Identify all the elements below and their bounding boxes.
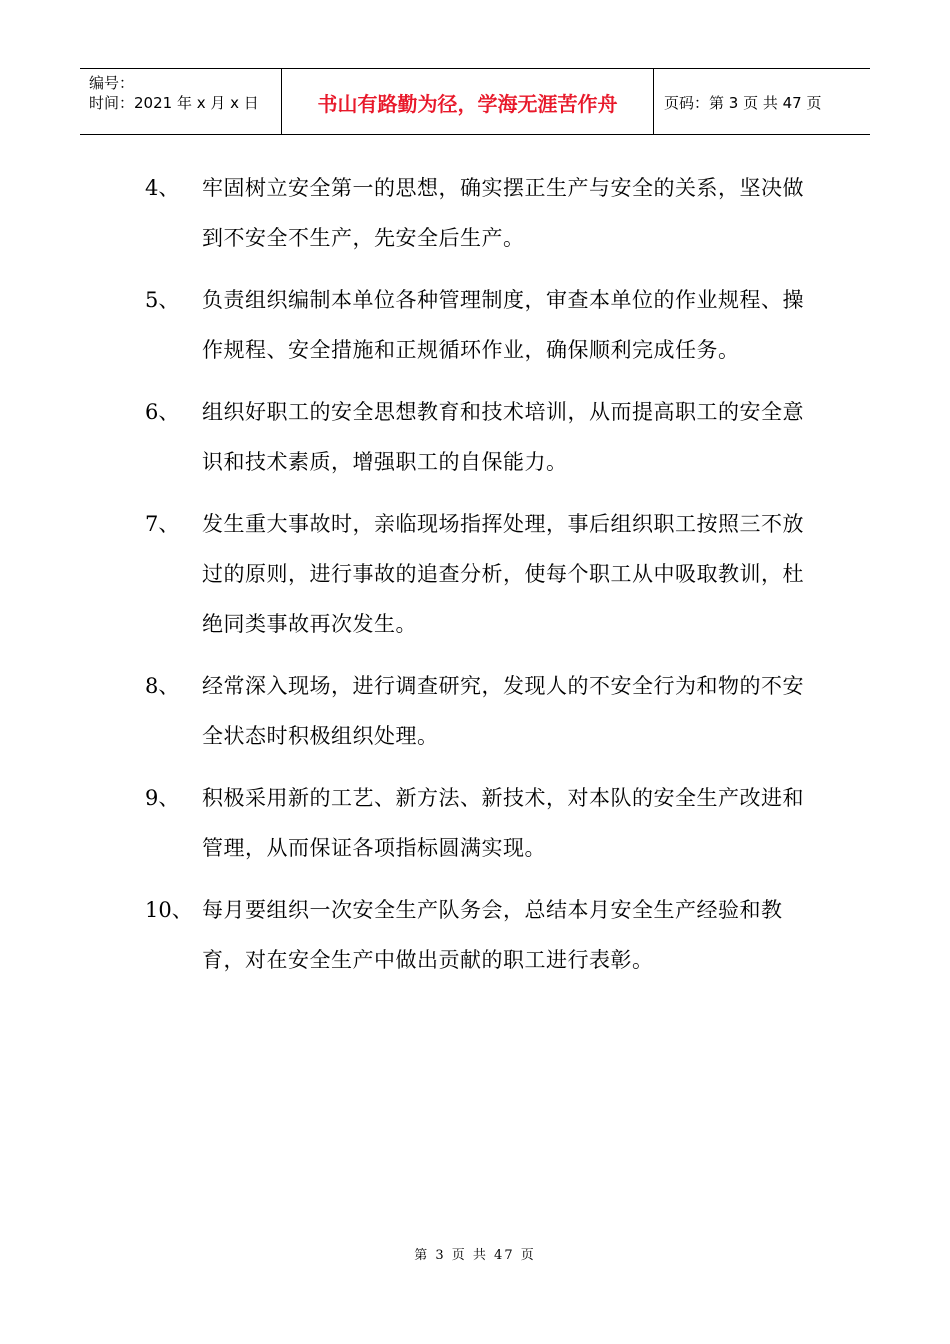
item-number: 4、 (145, 176, 180, 200)
list-item (145, 499, 825, 649)
item-number: 6、 (145, 400, 180, 424)
page-footer: 第 3 页 共 47 页 (414, 1248, 536, 1263)
document-date: 时间：2021 年 x 月 x 日 (89, 94, 259, 112)
item-text: 经常深入现场，进行调查研究，发现人的不安全行为和物的不安全状态时积极组织处理。 (202, 674, 804, 748)
header-page-info: 页码：第 3 页 共 47 页 (664, 94, 822, 112)
list-item (145, 773, 825, 873)
item-number: 10、 (145, 898, 193, 922)
item-text: 牢固树立安全第一的思想，确实摆正生产与安全的关系，坚决做到不安全不生产，先安全后生产。 (202, 176, 804, 250)
page-header (80, 68, 870, 135)
item-text: 积极采用新的工艺、新方法、新技术，对本队的安全生产改进和管理，从而保证各项指标圆满实现。 (202, 786, 804, 860)
header-motto: 书山有路勤为径，学海无涯苦作舟 (282, 69, 654, 134)
duty-list (145, 163, 825, 997)
list-item (145, 885, 825, 985)
item-text: 负责组织编制本单位各种管理制度，审查本单位的作业规程、操作规程、安全措施和正规循环作业，确保顺利完成任务。 (202, 288, 804, 362)
header-meta (80, 69, 282, 134)
item-number: 9、 (145, 786, 180, 810)
item-text: 发生重大事故时，亲临现场指挥处理，事后组织职工按照三不放过的原则，进行事故的追查分析，使每个职工从中吸取教训，杜绝同类事故再次发生。 (202, 512, 804, 636)
list-item (145, 387, 825, 487)
list-item (145, 275, 825, 375)
item-number: 5、 (145, 288, 180, 312)
list-item (145, 163, 825, 263)
item-text: 组织好职工的安全思想教育和技术培训，从而提高职工的安全意识和技术素质，增强职工的自保能力。 (202, 400, 804, 474)
item-text: 每月要组织一次安全生产队务会，总结本月安全生产经验和教育，对在安全生产中做出贡献的职工进行表彰。 (202, 898, 783, 972)
item-number: 7、 (145, 512, 180, 536)
list-item (145, 661, 825, 761)
item-number: 8、 (145, 674, 180, 698)
document-number-label: 编号： (89, 74, 135, 92)
